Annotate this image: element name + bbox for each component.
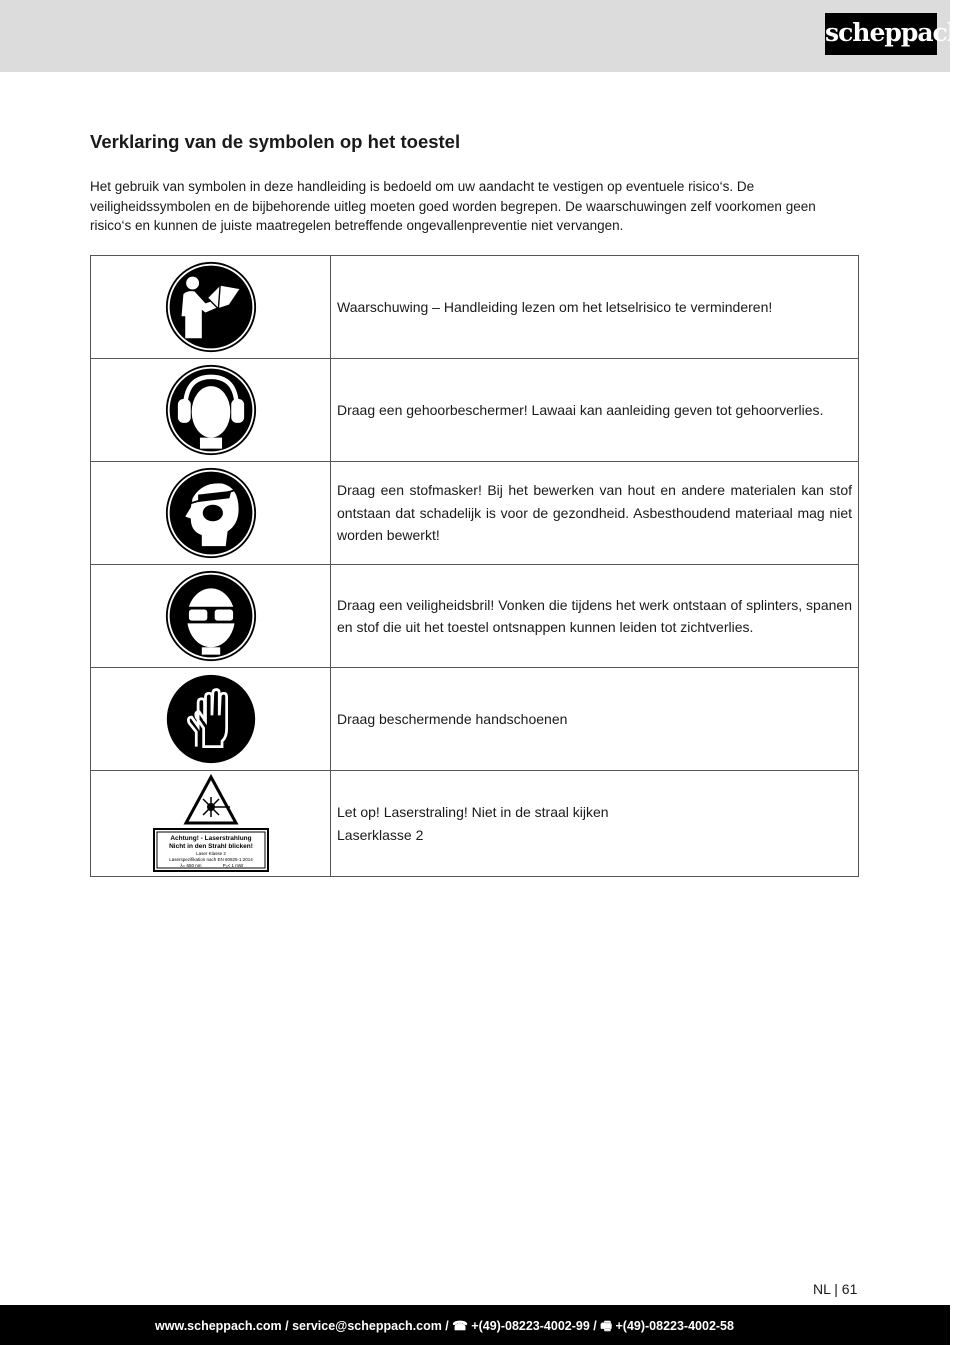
symbol-text-line: Laserklasse 2 <box>337 826 424 843</box>
symbol-text: Draag een stofmasker! Bij het bewerken van hout en andere materialen kan stof ontstaan dat schadelijk is voor de gezondheid. Asbesthoudend materiaal mag niet worden bewerkt! <box>331 462 859 565</box>
safety-goggles-icon <box>165 570 257 662</box>
symbol-text-line: Let op! Laserstraling! Niet in de straal kijken <box>337 804 609 820</box>
laser-label-power: P₀< 1 mW <box>222 862 243 868</box>
laser-label-line2: Nicht in den Strahl blicken! <box>168 842 253 850</box>
symbols-table <box>90 255 859 877</box>
scheppach-logo: scheppach <box>825 13 937 55</box>
symbol-row <box>91 359 859 462</box>
ear-protection-icon <box>165 364 257 456</box>
page-title: Verklaring van de symbolen op het toestel <box>90 131 461 152</box>
laser-label-wavelength: λ= 650 nm <box>179 862 202 868</box>
symbol-icon-cell <box>91 771 331 877</box>
symbol-icon-cell <box>91 359 331 462</box>
symbol-row <box>91 771 859 877</box>
symbol-icon-cell <box>91 462 331 565</box>
symbol-row <box>91 565 859 668</box>
header-bar <box>0 0 964 72</box>
symbol-row <box>91 462 859 565</box>
laser-warning-icon <box>151 775 271 873</box>
footer-contact: www.scheppach.com / service@scheppach.com / ☎ +(49)-08223-4002-99 / 🖷 +(49)-08223-4002-58 <box>155 1319 734 1333</box>
symbol-icon-cell <box>91 565 331 668</box>
intro-paragraph: Het gebruik van symbolen in deze handleiding is bedoeld om uw aandacht te vestigen op eventuele risico‘s. De veiligheidssymbolen en de bijbehorende uitleg moeten goed worden begrepen. De waarschuwingen zelf voorkomen geen risico‘s en kunnen de juiste maatregelen betreffende ongevallenpreventie niet vervangen. <box>90 179 816 233</box>
laser-label-line3: Laser Klasse 2 <box>195 850 226 856</box>
laser-label-line4: Laserspezifikation nach EN 60825-1:2014 <box>168 856 253 862</box>
symbol-row <box>91 668 859 771</box>
laser-label-line1: Achtung! - Laserstrahlung <box>169 834 252 842</box>
symbol-row <box>91 256 859 359</box>
symbol-text: Waarschuwing – Handleiding lezen om het letselrisico te verminderen! <box>331 256 859 359</box>
symbol-icon-cell <box>91 668 331 771</box>
footer-bar <box>0 1305 950 1345</box>
symbol-icon-cell <box>91 256 331 359</box>
symbol-text: Draag een veiligheidsbril! Vonken die tijdens het werk ontstaan of splinters, spanen en stof die uit het toestel ontsnappen kunnen leiden tot zichtverlies. <box>331 565 859 668</box>
symbol-text: Draag een gehoorbeschermer! Lawaai kan aanleiding geven tot gehoorverlies. <box>331 359 859 462</box>
dust-mask-icon <box>165 467 257 559</box>
page-number: NL | 61 <box>813 1281 858 1297</box>
symbol-text: Draag beschermende handschoenen <box>331 668 859 771</box>
protective-gloves-icon <box>165 673 257 765</box>
read-manual-icon <box>165 261 257 353</box>
symbol-text <box>331 771 859 877</box>
